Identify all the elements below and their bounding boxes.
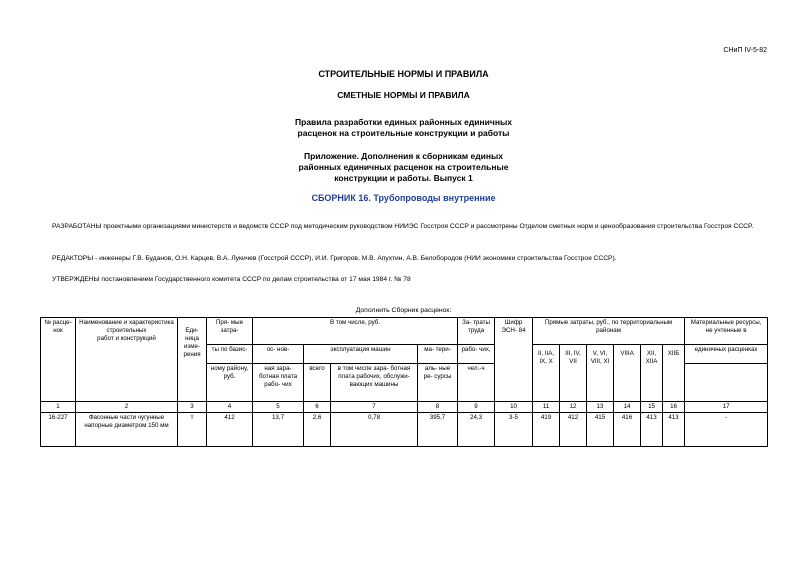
row-region-1: 419 bbox=[533, 413, 560, 447]
row-region-5: 413 bbox=[641, 413, 663, 447]
col-number: 3 bbox=[178, 402, 207, 413]
header-region-2 bbox=[560, 345, 587, 402]
title-rules-line-1: Правила разработки единых районных единичных bbox=[295, 117, 512, 127]
title-rules-line-2: расценок на строительные конструкции и работы bbox=[297, 128, 510, 138]
header-region-5-text: XII, XIIA bbox=[645, 350, 658, 365]
header-esn-code: Шифр ЭСН- 84 bbox=[495, 318, 533, 402]
table-caption: Дополнить Сборник расценок: bbox=[355, 307, 452, 314]
header-labor-bottom: чел.-ч bbox=[458, 364, 495, 402]
header-region-6 bbox=[663, 345, 685, 402]
header-labor-mid: рабо- чих, bbox=[458, 345, 495, 364]
col-number: 7 bbox=[331, 402, 418, 413]
header-direct-costs-mid: ты по базис- bbox=[207, 345, 253, 364]
title-building-norms: СТРОИТЕЛЬНЫЕ НОРМЫ И ПРАВИЛА bbox=[318, 69, 489, 79]
row-resources: - bbox=[685, 413, 768, 447]
table-row bbox=[41, 413, 768, 447]
header-materials-top: ма- тери- bbox=[418, 345, 458, 364]
header-resources-bottom bbox=[685, 364, 768, 402]
header-region-6-text: XIIБ bbox=[667, 350, 680, 357]
header-labor-top: За- траты труда bbox=[458, 318, 495, 345]
col-number: 4 bbox=[207, 402, 253, 413]
header-region-2-text: III, IV, VII bbox=[565, 350, 581, 365]
header-materials-bottom: аль- ные ре- сурсы bbox=[418, 364, 458, 402]
header-wage-bottom: ная зара- ботная плата рабо- чих bbox=[253, 364, 304, 402]
row-region-4: 416 bbox=[614, 413, 641, 447]
header-direct-costs-bottom: ному району, руб. bbox=[207, 364, 253, 402]
header-region-5 bbox=[641, 345, 663, 402]
col-number: 13 bbox=[587, 402, 614, 413]
header-name-line-1: Наименование и характеристика строительных bbox=[79, 319, 174, 334]
title-rules bbox=[0, 117, 807, 139]
col-number: 11 bbox=[533, 402, 560, 413]
row-materials: 395,7 bbox=[418, 413, 458, 447]
title-estimate-norms: СМЕТНЫЕ НОРМЫ И ПРАВИЛА bbox=[337, 90, 470, 100]
col-number: 15 bbox=[641, 402, 663, 413]
document-code: СНиП IV-5-82 bbox=[723, 47, 767, 54]
header-region-1-text: II, IIA, IX, X bbox=[537, 350, 555, 365]
col-number: 14 bbox=[614, 402, 641, 413]
title-appendix-line-2: районных единичных расценок на строительные bbox=[298, 162, 509, 172]
row-region-2: 412 bbox=[560, 413, 587, 447]
col-number: 8 bbox=[418, 402, 458, 413]
header-regional-costs: Прямые затраты, руб., по территориальным районам bbox=[533, 318, 685, 345]
header-wage-top: ос- нов- bbox=[253, 345, 304, 364]
col-number: 17 bbox=[685, 402, 768, 413]
row-machines-total: 2,6 bbox=[304, 413, 331, 447]
title-appendix-line-3: конструкции и работы. Выпуск 1 bbox=[334, 173, 473, 183]
row-labor: 24,3 bbox=[458, 413, 495, 447]
header-machines: эксплуатация машин bbox=[304, 345, 418, 364]
header-row-1 bbox=[41, 318, 768, 345]
col-number: 10 bbox=[495, 402, 533, 413]
header-machines-wage: в том числе зара- ботная плата рабочих, обслужи- вающих машины bbox=[331, 364, 418, 402]
header-including: В том числе, руб. bbox=[253, 318, 458, 345]
row-unit: т bbox=[178, 413, 207, 447]
header-unit-text: Еди- ница изме- рения bbox=[183, 327, 201, 358]
header-resources-mid: единичных расценках bbox=[685, 345, 768, 364]
title-appendix-line-1: Приложение. Дополнения к сборникам единых bbox=[303, 151, 504, 161]
col-number: 5 bbox=[253, 402, 304, 413]
header-region-1 bbox=[533, 345, 560, 402]
header-region-4-text: VIIIA bbox=[620, 350, 634, 357]
header-name bbox=[76, 318, 178, 402]
header-resources-top: Материальные ресурсы, не учтенные в bbox=[685, 318, 768, 345]
rates-table bbox=[40, 317, 768, 447]
collection-title: СБОРНИК 16. Трубопроводы внутренние bbox=[311, 193, 496, 203]
header-region-3-text: V, VI, VIII, XI bbox=[590, 350, 610, 365]
col-number: 6 bbox=[304, 402, 331, 413]
editors-paragraph: РЕДАКТОРЫ - инженеры Г.В. Буданов, О.Н. Карцев, В.А. Лукичев (Госстрой СССР), И.И. Григоров, М.В. Апухтин, А.В. Белобородов (НИИ экономики строительства Госстроя СССР). bbox=[52, 255, 617, 262]
col-number: 16 bbox=[663, 402, 685, 413]
row-region-6: 413 bbox=[663, 413, 685, 447]
row-name: Фасонные части чугунные напорные диаметром 150 мм bbox=[76, 413, 178, 447]
row-wage: 13,7 bbox=[253, 413, 304, 447]
row-region-3: 415 bbox=[587, 413, 614, 447]
title-appendix bbox=[0, 151, 807, 184]
header-rate-number: № расце- нок bbox=[41, 318, 76, 402]
row-direct-costs: 412 bbox=[207, 413, 253, 447]
column-number-row bbox=[41, 402, 768, 413]
header-machines-total: всего bbox=[304, 364, 331, 402]
header-direct-costs-top: Пря- мые затра- bbox=[207, 318, 253, 345]
col-number: 2 bbox=[76, 402, 178, 413]
developed-paragraph: РАЗРАБОТАНЫ проектными организациями министерств и ведомств СССР под методическим руководством НИИЭС Госстроя СССР и рассмотрены Отделом сметных норм и ценообразования строительства Госстроя СССР. bbox=[52, 223, 754, 230]
col-number: 1 bbox=[41, 402, 76, 413]
col-number: 9 bbox=[458, 402, 495, 413]
header-name-line-2: работ и конструкций bbox=[97, 335, 156, 342]
header-region-3 bbox=[587, 345, 614, 402]
col-number: 12 bbox=[560, 402, 587, 413]
approved-paragraph: УТВЕРЖДЕНЫ постановлением Государственного комитета СССР по делам строительства от 17 мая 1984 г. № 78 bbox=[52, 276, 411, 283]
header-region-4 bbox=[614, 345, 641, 402]
row-machines-wage: 0,78 bbox=[331, 413, 418, 447]
row-rate-number: 16-227 bbox=[41, 413, 76, 447]
row-esn-code: 3-5 bbox=[495, 413, 533, 447]
header-unit bbox=[178, 318, 207, 402]
